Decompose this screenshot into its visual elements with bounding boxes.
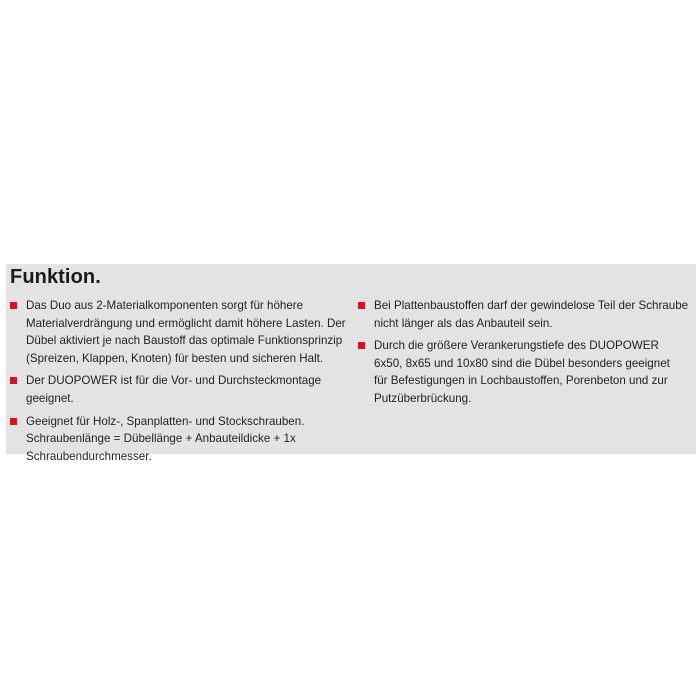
list-item-line: Materialverdrängung und ermöglicht damit höhere Lasten. Der bbox=[26, 316, 346, 330]
list-item-line: Durch die größere Verankerungstiefe des DUOPOWER bbox=[374, 339, 659, 353]
list-item bbox=[10, 372, 350, 407]
list-item-line: Das Duo aus 2-Materialkomponenten sorgt für höhere bbox=[26, 299, 304, 312]
red-square-bullet-icon bbox=[10, 418, 17, 425]
list-item bbox=[10, 413, 350, 466]
list-item-line: Putzüberbrückung. bbox=[374, 391, 472, 405]
list-item-line: nicht länger als das Anbauteil sein. bbox=[374, 316, 553, 330]
list-item-line: 6x50, 8x65 und 10x80 sind die Dübel besonders geeignet bbox=[374, 356, 670, 370]
function-section bbox=[6, 264, 696, 463]
section-title: Funktion. bbox=[10, 266, 101, 288]
list-item-line: Schraubenlänge = Dübellänge + Anbauteildicke + 1x bbox=[26, 432, 296, 446]
left-bullet-list bbox=[10, 297, 350, 470]
list-item-line: geeignet. bbox=[26, 391, 74, 405]
list-item-line: Bei Plattenbaustoffen darf der gewindelose Teil der Schraube bbox=[374, 299, 689, 312]
right-bullet-list bbox=[358, 297, 694, 413]
list-item-line: für Befestigungen in Lochbaustoffen, Porenbeton und zur bbox=[374, 374, 668, 388]
red-square-bullet-icon bbox=[358, 342, 365, 349]
list-item bbox=[358, 337, 694, 407]
list-item-line: Schraubendurchmesser. bbox=[26, 449, 152, 463]
list-item-line: (Spreizen, Klappen, Knoten) für besten und sicheren Halt. bbox=[26, 351, 324, 365]
list-item-line: Geeignet für Holz-, Spanplatten- und Stockschrauben. bbox=[26, 414, 305, 428]
list-item-line: Dübel aktiviert je nach Baustoff das optimale Funktionsprinzip bbox=[26, 334, 343, 348]
red-square-bullet-icon bbox=[10, 377, 17, 384]
list-item-line: Der DUOPOWER ist für die Vor- und Durchsteckmontage bbox=[26, 374, 322, 388]
list-item bbox=[358, 297, 694, 332]
red-square-bullet-icon bbox=[358, 302, 365, 309]
list-item bbox=[10, 297, 350, 367]
red-square-bullet-icon bbox=[10, 302, 17, 309]
